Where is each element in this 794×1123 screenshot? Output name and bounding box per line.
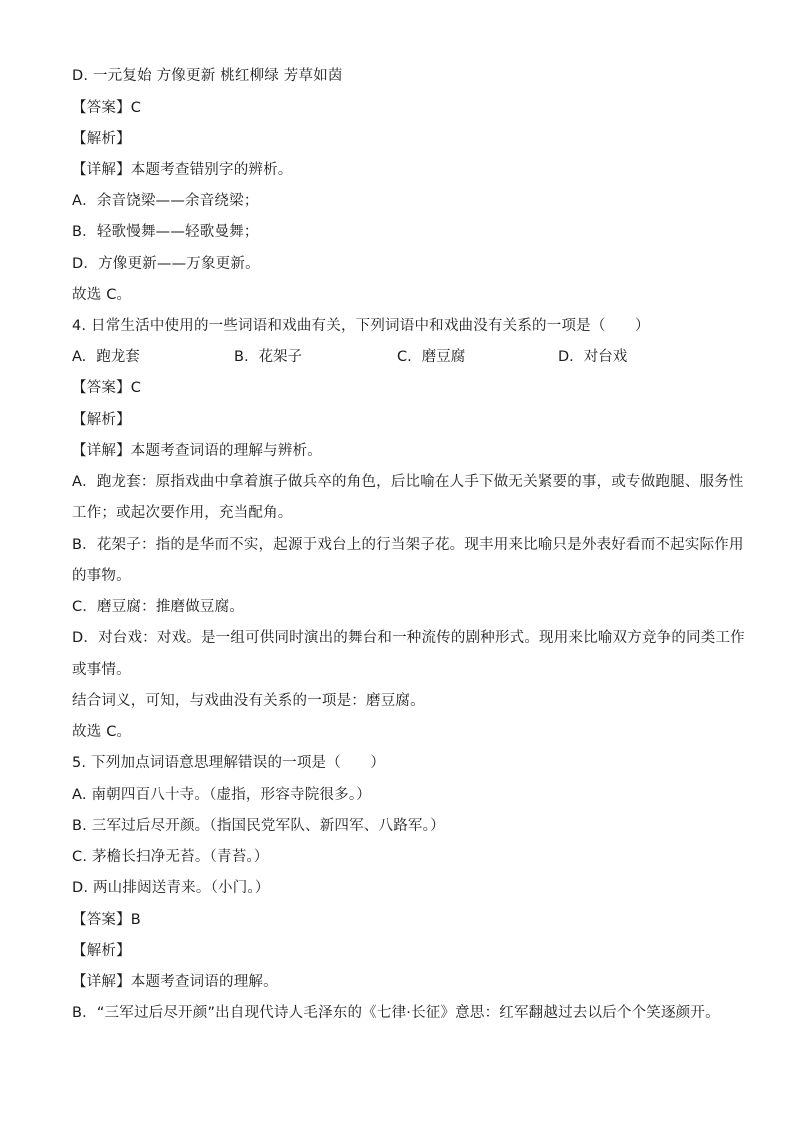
question-5-stem: 5. 下列加点词语意思理解错误的一项是（ ） xyxy=(72,755,386,771)
detail-line: B．轻歌慢舞——轻歌曼舞； xyxy=(72,224,259,240)
detail-label: 【详解】本题考查错别字的辨析。 xyxy=(72,162,293,178)
conclusion-line: 故选 C。 xyxy=(72,287,132,303)
option-text: 磨豆腐 xyxy=(421,349,466,365)
option-text: 跑龙套 xyxy=(96,349,140,365)
q3-option-d: D. 一元复始 方像更新 桃红柳绿 芳草如茵 xyxy=(72,68,343,84)
conclusion-line: 故选 C。 xyxy=(72,724,132,740)
q5-option-d: D. 两山排闼送青来。（小门。） xyxy=(72,880,270,896)
option-letter: C. xyxy=(397,349,412,365)
question-4-options xyxy=(72,346,734,368)
q4-option-c xyxy=(397,346,465,368)
option-letter: A. xyxy=(72,349,87,365)
analysis-label: 【解析】 xyxy=(72,131,131,147)
option-letter: B. xyxy=(234,349,249,365)
detail-line: 工作；或起次要作用，充当配角。 xyxy=(72,505,293,521)
summary-line: 结合词义，可知，与戏曲没有关系的一项是：磨豆腐。 xyxy=(72,693,425,709)
detail-label: 【详解】本题考查词语的理解与辨析。 xyxy=(72,443,322,459)
detail-line: D．方像更新——万象更新。 xyxy=(72,256,260,272)
detail-line: C．磨豆腐：推磨做豆腐。 xyxy=(72,599,245,615)
q4-option-b xyxy=(234,346,302,368)
answer-label: 【答案】B xyxy=(72,912,141,928)
option-text: 花架子 xyxy=(258,349,303,365)
question-4-stem: 4. 日常生活中使用的一些词语和戏曲有关，下列词语中和戏曲没有关系的一项是（ ） xyxy=(72,318,650,334)
detail-line: D．对台戏：对戏。是一组可供同时演出的舞台和一种流传的剧种形式。现用来比喻双方竞争的同类工作 xyxy=(72,630,745,646)
detail-line: 的事物。 xyxy=(72,568,131,584)
detail-line: B．“三军过后尽开颜”出自现代诗人毛泽东的《七律·长征》意思：红军翻越过去以后个个笑逐颜开。 xyxy=(72,1005,720,1021)
q5-option-b: B. 三军过后尽开颜。（指国民党军队、新四军、八路军。） xyxy=(72,818,445,834)
detail-line: B．花架子：指的是华而不实，起源于戏台上的行当架子花。现丰用来比喻只是外表好看而不起实际作用 xyxy=(72,537,744,553)
option-letter: D. xyxy=(558,349,574,365)
detail-line: A．余音饶梁——余音绕梁； xyxy=(72,193,259,209)
answer-label: 【答案】C xyxy=(72,380,142,396)
detail-line: 或事情。 xyxy=(72,662,131,678)
detail-line: A．跑龙套：原指戏曲中拿着旗子做兵卒的角色，后比喻在人手下做无关紧要的事，或专做跑腿、服务性 xyxy=(72,474,744,490)
q5-option-c: C. 茅檐长扫净无苔。（青苔。） xyxy=(72,849,269,865)
detail-label: 【详解】本题考查词语的理解。 xyxy=(72,974,278,990)
answer-label: 【答案】C xyxy=(72,100,142,116)
option-text: 对台戏 xyxy=(583,349,628,365)
analysis-label: 【解析】 xyxy=(72,412,131,428)
q5-option-a: A. 南朝四百八十寺。（虚指，形容寺院很多。） xyxy=(72,787,371,803)
q4-option-d xyxy=(558,346,627,368)
q4-option-a xyxy=(72,346,140,368)
analysis-label: 【解析】 xyxy=(72,943,131,959)
